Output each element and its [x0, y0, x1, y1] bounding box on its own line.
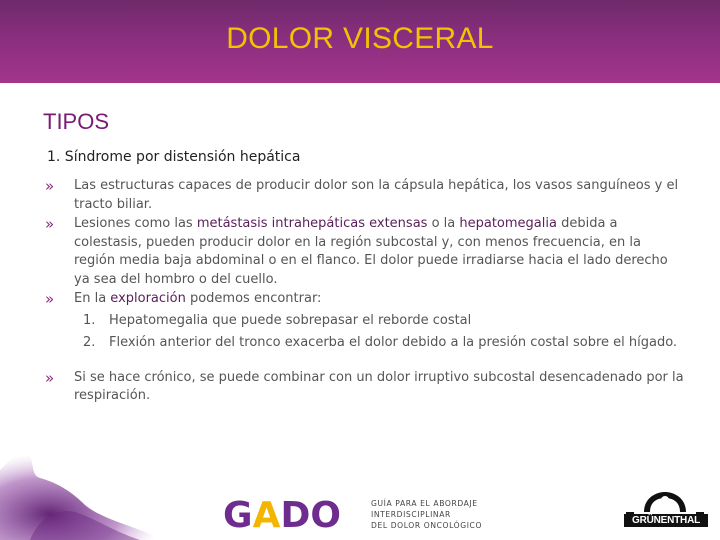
- spacer: [45, 357, 685, 369]
- bullet-item: [45, 215, 685, 289]
- chevron-double-right-icon: »: [45, 215, 55, 233]
- bullet-text: Las estructuras capaces de producir dolor son la cápsula hepática, los vasos sanguíneos y el tracto biliar.: [74, 178, 679, 212]
- logo-letter: DO: [280, 495, 341, 536]
- numbered-list: [74, 312, 685, 353]
- bullet-text: En la: [74, 291, 111, 306]
- highlight-term: metástasis intrahepáticas extensas: [196, 216, 428, 231]
- numbered-item: [74, 334, 685, 353]
- bullet-list: [45, 177, 685, 407]
- chevron-double-right-icon: »: [45, 368, 55, 387]
- section-title: TIPOS: [43, 109, 110, 134]
- decorative-watercolor-shape: [0, 430, 170, 540]
- numbered-item: [74, 312, 685, 331]
- item-text: Hepatomegalia que puede sobrepasar el reborde costal: [109, 312, 472, 328]
- page-title: DOLOR VISCERAL: [226, 22, 494, 55]
- bullet-text: debida a colestasis, pueden producir dolor en la región subcostal y, con menos frecuencia, en la región media baja abdominal o en el flanco. El dolor puede irradiarse hacia el lado derecho ya sea del hombro o del cuello.: [74, 216, 668, 287]
- subheading: 1. Síndrome por distensión hepática: [47, 149, 301, 165]
- highlight-term: exploración: [110, 291, 186, 306]
- bullet-item: [45, 290, 685, 353]
- highlight-term: hepatomegalia: [459, 216, 557, 231]
- bullet-item: [45, 177, 685, 214]
- bullet-text: Si se hace crónico, se puede combinar con un dolor irruptivo subcostal desencadenado por la respiración.: [74, 369, 684, 403]
- bullet-text: podemos encontrar:: [185, 291, 322, 306]
- bullet-item: [45, 369, 685, 406]
- gado-logo: [223, 497, 341, 535]
- gado-tagline: [371, 498, 501, 531]
- logo-letter: G: [223, 495, 253, 536]
- chevron-double-right-icon: »: [45, 177, 55, 195]
- tagline-line: GUÍA PARA EL ABORDAJE: [371, 499, 478, 508]
- grunenthal-logo: [622, 488, 708, 534]
- item-number: 1.: [83, 312, 96, 328]
- tagline-line: DEL DOLOR ONCOLÓGICO: [371, 521, 483, 530]
- sponsor-name: GRÜNENTHAL: [624, 514, 708, 527]
- bullet-text: o la: [427, 216, 460, 231]
- bullet-text: Lesiones como las: [74, 216, 197, 231]
- header-banner: [0, 0, 720, 83]
- logo-letter: A: [252, 495, 281, 536]
- chevron-double-right-icon: »: [45, 290, 55, 308]
- item-text: Flexión anterior del tronco exacerba el dolor debido a la presión costal sobre el hígado.: [109, 335, 678, 350]
- tagline-line: INTERDISCIPLINAR: [371, 510, 451, 519]
- item-number: 2.: [83, 335, 96, 350]
